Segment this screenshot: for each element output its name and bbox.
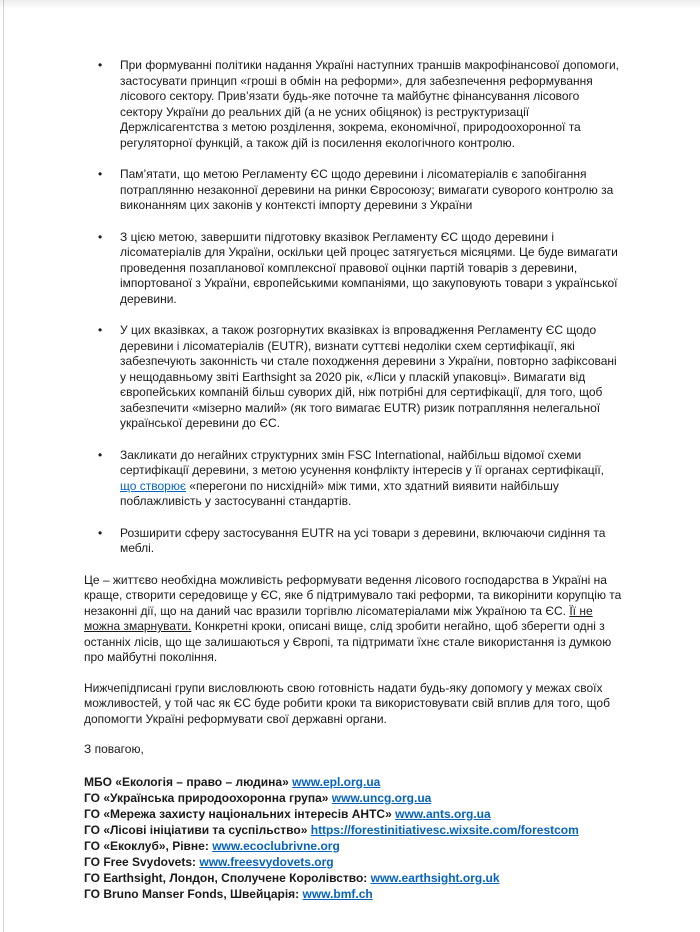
paragraph-undersigned xyxy=(84,681,622,728)
closing-salutation: З повагою, xyxy=(84,742,144,756)
page-top-shade xyxy=(0,0,700,9)
bullet-list xyxy=(84,58,622,557)
text-run: З цією метою, завершити підготовку вказівок Регламенту ЄС щодо деревини і лісоматеріалів для України, оскільки цей процес затягується місяцями. Це буде вимагати проведення позапланової комплексної правової оцінки партій товарів з деревини, імпортованої з України, європейськими компаніями, що закуповують товари з української деревини. xyxy=(120,229,618,306)
bullet-marker: • xyxy=(98,229,103,244)
text-run: Це – життєво необхідна можливість реформувати ведення лісового господарства в Україні на краще, створити середовище у ЄС, яке б підтримувало такі реформи, та викорінити корупцію та незаконні дії, що на даний час вразили торгівлю лісоматеріалами між Україною та ЄС. xyxy=(84,572,622,618)
bullet-item xyxy=(84,58,622,151)
signatory-name: ГО Earthsight, Лондон, Сполучене Королівство: xyxy=(84,870,371,885)
text-run: У цих вказівках, а також розгорнутих вказівках із впровадження Регламенту ЄС щодо деревини і лісоматеріалів (EUTR), визнати суттєві недоліки схем сертифікації, які забезпечують законність чи стале походження деревини з України, повторно зафіксовані у нещодавньому звіті Earthsight за 2020 рік, «Ліси у пласкій упаковці». Вимагати від європейських компаній більш суворих дій, ніж потрібні для сертифікації, для того, щоб забезпечити «мізерно малий» (як того вимагає EUTR) ризик потрапляння нелегальної української деревини до ЄС. xyxy=(120,323,617,430)
signatory-row xyxy=(84,774,622,790)
page-left-edge xyxy=(3,0,4,932)
signature-list xyxy=(84,774,622,902)
signatory-link[interactable]: www.epl.org.ua xyxy=(292,774,381,789)
inline-hyperlink[interactable]: що створює xyxy=(120,478,186,493)
signatory-name: ГО «Екоклуб», Рівне: xyxy=(84,838,213,853)
text-run: Закликати до негайних структурних змін FSC International, найбільш відомої схеми сертифікації деревини, з метою усунення конфлікту інтересів у її органах сертифікації, xyxy=(120,447,604,477)
text-run: Нижчепідписані групи висловлюють свою готовність надати будь-яку допомогу у межах своїх можливостей, у той час як ЄС буде робити кроки та використовувати свій вплив для того, щоб допомогти Україні реформувати свої державні органи. xyxy=(84,680,610,726)
signatory-link[interactable]: www.uncg.org.ua xyxy=(331,790,432,805)
signatory-name: МБО «Екологія – право – людина» xyxy=(84,774,293,789)
signatory-name: ГО «Мережа захисту національних інтересів АНТС» xyxy=(84,806,396,821)
bullet-text xyxy=(120,230,622,308)
bullet-item xyxy=(84,230,622,308)
bullet-text xyxy=(120,58,622,151)
bullet-text xyxy=(120,526,622,557)
signatory-row xyxy=(84,806,622,822)
bullet-text xyxy=(120,167,622,214)
bullet-item xyxy=(84,526,622,557)
signatory-name: ГО Free Svydovets: xyxy=(84,854,200,869)
signatory-link[interactable]: www.earthsight.org.uk xyxy=(370,870,500,885)
bullet-text xyxy=(120,448,622,510)
signatory-row xyxy=(84,838,622,854)
signatory-row xyxy=(84,886,622,902)
text-run: При формуванні політики надання Україні наступних траншів макрофінансової допомоги, застосувати принцип «гроші в обмін на реформи», для забезпечення реформування лісового сектору. Прив’язати будь-яке поточне та майбутнє фінансування лісового сектору України до реальних дій (а не усних обіцянок) із реструктуризації Держлісагентства з метою розділення, зокрема, економічної, природоохоронної та регуляторної функцій, а також дій із посилення екологічного контролю. xyxy=(120,58,620,150)
paragraph-opportunity xyxy=(84,573,622,666)
text-run: «перегони по нисхідній» між тими, хто здатний виявити найбільшу поблажливість у застосуванні стандартів. xyxy=(120,478,559,508)
signatory-name: ГО Bruno Manser Fonds, Швейцарія: xyxy=(84,886,303,901)
bullet-item xyxy=(84,448,622,510)
bullet-item xyxy=(84,323,622,432)
bullet-text xyxy=(120,323,622,432)
signatory-name: ГО «Лісові ініціативи та суспільство» xyxy=(84,822,311,837)
text-run: Пам’ятати, що метою Регламенту ЄС щодо деревини і лісоматеріалів є запобігання потраплянню незаконної деревини на ринки Євросоюзу; вимагати суворого контролю за виконанням цих законів у контексті імпорту деревини з України xyxy=(120,167,614,212)
text-run: Розширити сферу застосування EUTR на усі товари з деревини, включаючи сидіння та меблі. xyxy=(120,525,606,555)
text-run: Конкретні кроки, описані вище, слід зробити негайно, щоб зберегти одні з останніх лісів, що ще залишаються у Європі, та підтримати їхнє стале використання із думкою про майбутні покоління. xyxy=(84,619,612,664)
bullet-marker: • xyxy=(98,323,103,337)
signatory-link[interactable]: https://forestinitiativesc.wixsite.com/forestcom xyxy=(310,822,579,837)
signatory-link[interactable]: www.ants.org.ua xyxy=(395,806,491,821)
bullet-marker: • xyxy=(98,167,103,181)
signatory-row xyxy=(84,822,622,838)
bullet-marker: • xyxy=(98,58,103,72)
document-content xyxy=(84,58,622,902)
bullet-item xyxy=(84,167,622,214)
signatory-row xyxy=(84,790,622,806)
signatory-link[interactable]: www.freesvydovets.org xyxy=(199,854,334,869)
signatory-name: ГО «Українська природоохоронна група» xyxy=(84,790,332,805)
bullet-marker: • xyxy=(98,525,103,540)
signatory-link[interactable]: www.ecoclubrivne.org xyxy=(212,838,340,853)
signatory-row xyxy=(84,854,622,870)
underlined-text: Її не можна змарнувати. xyxy=(84,603,593,633)
signatory-link[interactable]: www.bmf.ch xyxy=(302,886,373,901)
bullet-marker: • xyxy=(98,447,103,462)
signatory-row xyxy=(84,870,622,886)
